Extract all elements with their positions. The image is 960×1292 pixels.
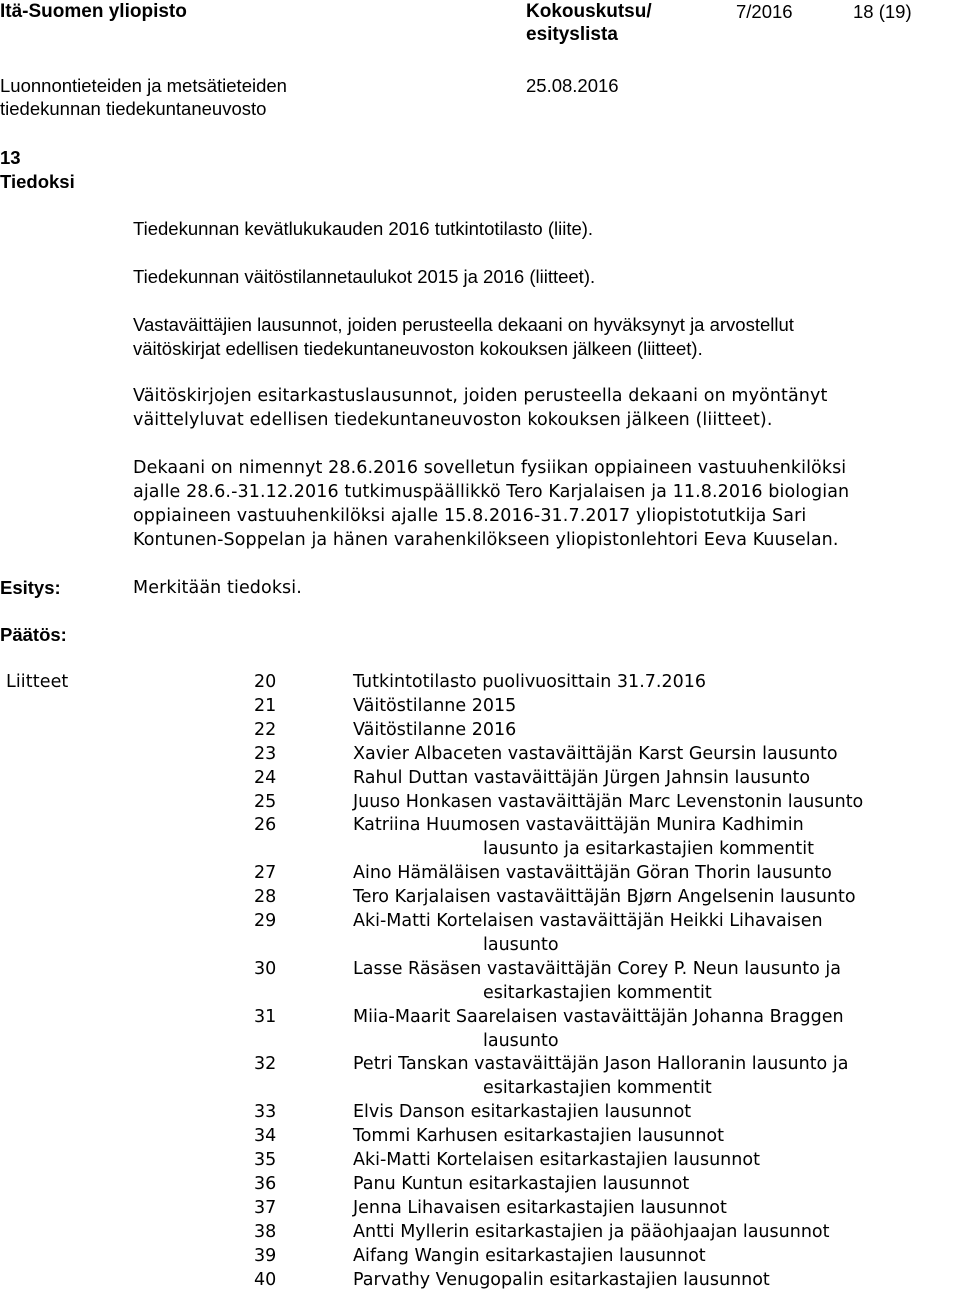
- doc-type-line1: Kokouskutsu/: [526, 1, 652, 22]
- section-title: Tiedoksi: [0, 171, 75, 192]
- attachment-number: 20: [254, 672, 277, 692]
- decision-label: Päätös:: [0, 624, 67, 645]
- attachment-title: Elvis Danson esitarkastajien lausunnot: [353, 1102, 692, 1123]
- attachment-number: 29: [254, 911, 277, 931]
- attachment-title: Aifang Wangin esitarkastajien lausunnot: [353, 1245, 706, 1266]
- attachment-title: Miia-Maarit Saarelaisen vastaväittäjän Johanna Braggen: [353, 1006, 844, 1027]
- attachment-number: 30: [254, 958, 277, 979]
- attachment-title: Tero Karjalaisen vastaväittäjän Bjørn Angelsenin lausunto: [353, 887, 856, 908]
- section-number: 13: [0, 147, 21, 168]
- attachment-title: Tutkintotilasto puolivuosittain 31.7.2016: [353, 672, 706, 692]
- paragraph-appointments-l3: oppiaineen vastuuhenkilöksi ajalle 15.8.2016-31.7.2017 yliopistotutkija Sari: [133, 506, 807, 526]
- attachment-title: Katriina Huumosen vastaväittäjän Munira Kadhimin: [353, 815, 804, 836]
- attachment-number: 33: [254, 1102, 277, 1123]
- paragraph-dissertation-tables: Tiedekunnan väitöstilannetaulukot 2015 ja 2016 (liitteet).: [133, 266, 596, 287]
- attachment-title: Lasse Räsäsen vastaväittäjän Corey P. Neun lausunto ja: [353, 958, 842, 979]
- attachment-title: Aki-Matti Kortelaisen vastaväittäjän Heikki Lihavaisen: [353, 911, 823, 931]
- attachment-title: Petri Tanskan vastaväittäjän Jason Halloranin lausunto ja: [353, 1054, 849, 1075]
- paragraph-preexamination-l2: väittelyluvat edellisen tiedekuntaneuvoston kokouksen jälkeen (liitteet).: [133, 410, 773, 430]
- attachment-title: Juuso Honkasen vastaväittäjän Marc Levenstonin lausunto: [353, 791, 864, 812]
- attachment-number: 38: [254, 1221, 277, 1242]
- attachment-number: 31: [254, 1006, 277, 1027]
- paragraph-statistics: Tiedekunnan kevätlukukauden 2016 tutkintotilasto (liite).: [133, 218, 594, 239]
- attachment-title: Aki-Matti Kortelaisen esitarkastajien lausunnot: [353, 1150, 760, 1170]
- paragraph-appointments-l1: Dekaani on nimennyt 28.6.2016 sovelletun fysiikan oppiaineen vastuuhenkilöksi: [133, 458, 847, 478]
- attachments-label: Liitteet: [6, 672, 69, 692]
- attachment-number: 28: [254, 887, 277, 908]
- attachment-title: Väitöstilanne 2016: [353, 719, 517, 740]
- attachment-number: 25: [254, 791, 277, 812]
- attachment-title: Jenna Lihavaisen esitarkastajien lausunnot: [353, 1197, 727, 1218]
- attachment-number: 27: [254, 863, 277, 884]
- attachment-number: 24: [254, 767, 277, 788]
- attachment-title: Panu Kuntun esitarkastajien lausunnot: [353, 1173, 690, 1194]
- paragraph-appointments-l2: ajalle 28.6.-31.12.2016 tutkimuspäällikkö Tero Karjalaisen ja 11.8.2016 biologian: [133, 482, 850, 502]
- attachment-title: Väitöstilanne 2015: [353, 695, 517, 716]
- attachment-title-continued: lausunto: [483, 1030, 559, 1051]
- attachment-number: 36: [254, 1173, 277, 1194]
- paragraph-opponent-statements-l1: Vastaväittäjien lausunnot, joiden perusteella dekaani on hyväksynyt ja arvostellut: [133, 314, 794, 335]
- attachment-title: Tommi Karhusen esitarkastajien lausunnot: [353, 1126, 725, 1147]
- attachment-number: 34: [254, 1126, 277, 1147]
- attachment-title: Aino Hämäläisen vastaväittäjän Göran Thorin lausunto: [353, 863, 832, 884]
- attachment-title-continued: esitarkastajien kommentit: [483, 1078, 712, 1099]
- page-number: 18 (19): [853, 1, 912, 22]
- faculty-line2: tiedekunnan tiedekuntaneuvosto: [0, 98, 267, 119]
- attachment-number: 26: [254, 815, 277, 836]
- attachment-title: Parvathy Venugopalin esitarkastajien lausunnot: [353, 1269, 770, 1290]
- paragraph-opponent-statements-l2: väitöskirjat edellisen tiedekuntaneuvoston kokouksen jälkeen (liitteet).: [133, 338, 703, 359]
- attachment-number: 22: [254, 719, 277, 740]
- attachment-number: 40: [254, 1269, 277, 1290]
- attachment-number: 37: [254, 1197, 277, 1218]
- attachment-number: 35: [254, 1150, 277, 1170]
- faculty-line1: Luonnontieteiden ja metsätieteiden: [0, 75, 287, 96]
- attachment-title: Xavier Albaceten vastaväittäjän Karst Geursin lausunto: [353, 743, 838, 764]
- attachment-title: Rahul Duttan vastaväittäjän Jürgen Jahnsin lausunto: [353, 767, 811, 788]
- university-name: Itä-Suomen yliopisto: [0, 1, 187, 22]
- attachment-title-continued: lausunto: [483, 934, 559, 955]
- attachment-title-continued: lausunto ja esitarkastajien kommentit: [483, 839, 814, 860]
- doc-type-line2: esityslista: [526, 24, 618, 45]
- attachment-number: 32: [254, 1054, 277, 1075]
- proposal-label: Esitys:: [0, 577, 61, 598]
- paragraph-preexamination-l1: Väitöskirjojen esitarkastuslausunnot, joiden perusteella dekaani on myöntänyt: [133, 386, 828, 406]
- attachment-title-continued: esitarkastajien kommentit: [483, 982, 712, 1003]
- meeting-date: 25.08.2016: [526, 75, 619, 96]
- proposal-text: Merkitään tiedoksi.: [133, 578, 302, 598]
- attachment-number: 39: [254, 1245, 277, 1266]
- attachment-number: 23: [254, 743, 277, 764]
- attachment-title: Antti Myllerin esitarkastajien ja pääohjaajan lausunnot: [353, 1221, 830, 1242]
- attachment-number: 21: [254, 695, 277, 716]
- paragraph-appointments-l4: Kontunen-Soppelan ja hänen varahenkilökseen yliopistonlehtori Eeva Kuuselan.: [133, 530, 839, 550]
- meeting-number: 7/2016: [736, 1, 793, 22]
